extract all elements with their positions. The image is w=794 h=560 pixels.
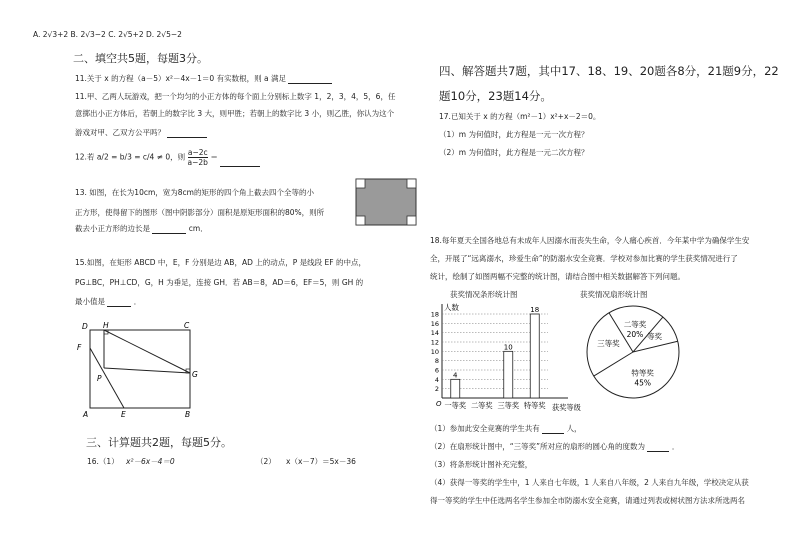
q18-part1-text: （1）参加此安全竞赛的学生共有 [430,424,540,433]
q18-part1-unit: 人， [566,424,582,433]
q13-unit: cm． [188,224,208,233]
q11b-line3-text: 游戏对甲、乙双方公平吗？ [75,128,165,137]
label-a: A [83,410,89,418]
x-tick-label: 二等奖 [470,401,493,410]
q18-line2: 全，开展了“远离溺水，珍爱生命”的防溺水安全竞赛．学校对参加比赛的学生获奖情况进行了 [430,254,738,263]
y-tick-label: 8 [434,357,439,366]
pie-slice-percent: 20% [626,329,644,339]
q18-part1-blank[interactable] [542,425,564,434]
section3-heading: 三、计算题共2题，每题5分。 [86,436,232,449]
q12-condition: a/2 = b/3 = c/4 ≠ 0，则 [96,152,186,162]
q15-line2: PG⊥BC，PH⊥CD，G，H 为垂足，连接 GH．若 AB＝8，AD＝6，EF＝5，则 GH 的 [75,278,364,287]
y-tick-label: 18 [430,310,439,319]
x-tick-label: 一等奖 [444,401,467,410]
q17: 17.已知关于 x 的方程（m²－1）x²+x－2＝0。 [439,112,601,121]
q12-denominator: a−2b [187,158,208,167]
q15-line3-text: 最小值是 [75,297,105,306]
section4-heading-line2: 题10分，23题14分。 [439,89,552,103]
pie-slice-label: 特等奖 [631,368,654,378]
y-tick-label: 6 [434,366,439,375]
q13-line1: 13. 如图，在长为10cm，宽为8cm的矩形的四个角上截去四个全等的小 [75,188,314,197]
q18-part4-line1: （4）获得一等奖的学生中，1 人来自七年级，1 人来自八年级，2 人来自九年级，学校决定从获 [430,478,749,487]
label-p: P [97,374,102,383]
q17-part2: （2）m 为何值时，此方程是一元二次方程？ [439,148,589,157]
q12-prefix: 12.若 [75,152,95,162]
bar-value-label: 4 [453,371,458,380]
q13-line2: 正方形，使得留下的图形（图中阴影部分）面积是原矩形面积的80%，则所 [75,208,325,217]
x-tick-label: 三等奖 [497,401,520,410]
q11b-line2: 意掷出小正方体后，若朝上的数字比 3 大，则甲胜；若朝上的数字比 3 小，则乙胜，你认为这个 [75,109,395,118]
y-tick-label: 4 [434,375,439,384]
pie-chart [583,302,683,402]
bar [504,351,513,398]
label-g: G [192,370,198,379]
q12-answer-blank[interactable] [220,158,260,167]
section4-heading-line1: 四、解答题共7题，其中17、18、19、20题各8分，21题9分，22 [439,64,779,78]
options-line: A. 2√3+2 B. 2√3−2 C. 2√5+2 D. 2√5−2 [33,30,182,39]
bar-chart-title: 获奖情况条形统计图 [450,290,518,299]
y-axis-label: 人数 [444,303,459,312]
label-d: D [82,322,88,331]
y-tick-label: 12 [430,338,439,347]
bar-value-label: 10 [503,343,513,352]
origin-label: O [436,400,442,408]
q16-label-2: （2） [256,457,276,466]
x-tick-label: 特等奖 [523,401,546,410]
q11 [75,74,332,84]
label-h: H [103,321,109,330]
q16-label: 16.（1） [87,457,119,466]
q15-line1: 15.如图，在矩形 ABCD 中，E，F 分别是边 AB，AD 上的动点，P 是线段 EF 的中点， [75,258,366,267]
pie-slice-percent: 45% [634,378,652,388]
q12-equals: ＝ [210,152,218,162]
label-b: B [185,410,191,418]
y-tick-label: 2 [434,385,439,394]
label-e: E [121,410,126,418]
q17-part1: （1）m 为何值时，此方程是一元一次方程？ [439,130,589,139]
q13-figure [355,178,417,226]
q18-part2-blank[interactable] [647,443,669,452]
q12 [75,148,260,167]
q13-line3 [75,224,208,234]
q18-part4-line2: 得一等奖的学生中任选两名学生参加全市防溺水安全竞赛，请通过列表或树状图方法求所选两名 [430,496,745,505]
line-fe [90,348,124,408]
q15-line3: 最小值是 ． [75,297,142,306]
pie-slice-label: 三等奖 [597,339,620,349]
q13-answer-blank[interactable] [152,225,186,234]
q18-line1: 18.每年夏天全国各地总有未成年人因溺水而丧失生命，令人痛心疾首．今年某中学为确保学生安 [430,236,750,245]
q18-part3: （3）将条形统计图补充完整， [430,460,533,469]
bar [451,379,460,398]
section2-heading: 二、填空共5题，每题3分。 [73,52,208,65]
q11b-line1: 11.甲、乙两人玩游戏，把一个均匀的小正方体的每个面上分别标上数字 1，2，3，4，5，6，任 [75,92,396,101]
q13-corner-square [407,216,416,225]
bar-chart [420,298,590,416]
line-hg [104,330,190,373]
q13-corner-square [356,179,365,188]
q18-part2-text: （2）在扇形统计图中，“三等奖”所对应的扇形的圆心角的度数为 [430,442,646,451]
label-f: F [77,343,82,352]
label-c: C [184,321,190,330]
pie-slice-label: 等奖 [647,331,663,341]
pie-slice-label: 二等奖 [623,319,647,329]
y-tick-label: 14 [430,329,439,338]
y-tick-label: 16 [430,319,439,328]
bar [530,314,539,398]
q15-answer-blank[interactable] [107,298,131,307]
q11-text: 11.关于 x 的方程（a－5）x²－4x－1＝0 有实数根，则 a 满足 [75,74,286,83]
q13-corner-square [407,179,416,188]
q11b-answer-blank[interactable] [167,129,207,138]
bar-value-label: 18 [530,306,540,314]
q16-equation-1: x²－6x－4＝0 [126,457,175,466]
q18-part1 [430,424,582,434]
q13-line3-text: 截去小正方形的边长是 [75,224,150,233]
pie-chart-title: 获奖情况扇形统计图 [580,290,648,299]
q11b-line3 [75,128,207,138]
q16-equation-2: x（x－7）＝5x－36 [286,457,356,466]
q13-corner-square [356,216,365,225]
q18-part2: （2）在扇形统计图中，“三等奖”所对应的扇形的圆心角的度数为 ． [430,442,680,451]
q18-line3: 统计，绘制了如图两幅不完整的统计图，请结合图中相关数据解答下列问题。 [430,272,685,281]
x-axis-label: 获奖等级 [552,403,581,412]
q11-answer-blank[interactable] [288,75,332,84]
rectangle-abcd [90,330,190,408]
q12-numerator: a−2c [187,148,208,157]
line-pg [104,368,190,373]
y-tick-label: 10 [430,347,439,356]
q15-figure [74,318,199,418]
